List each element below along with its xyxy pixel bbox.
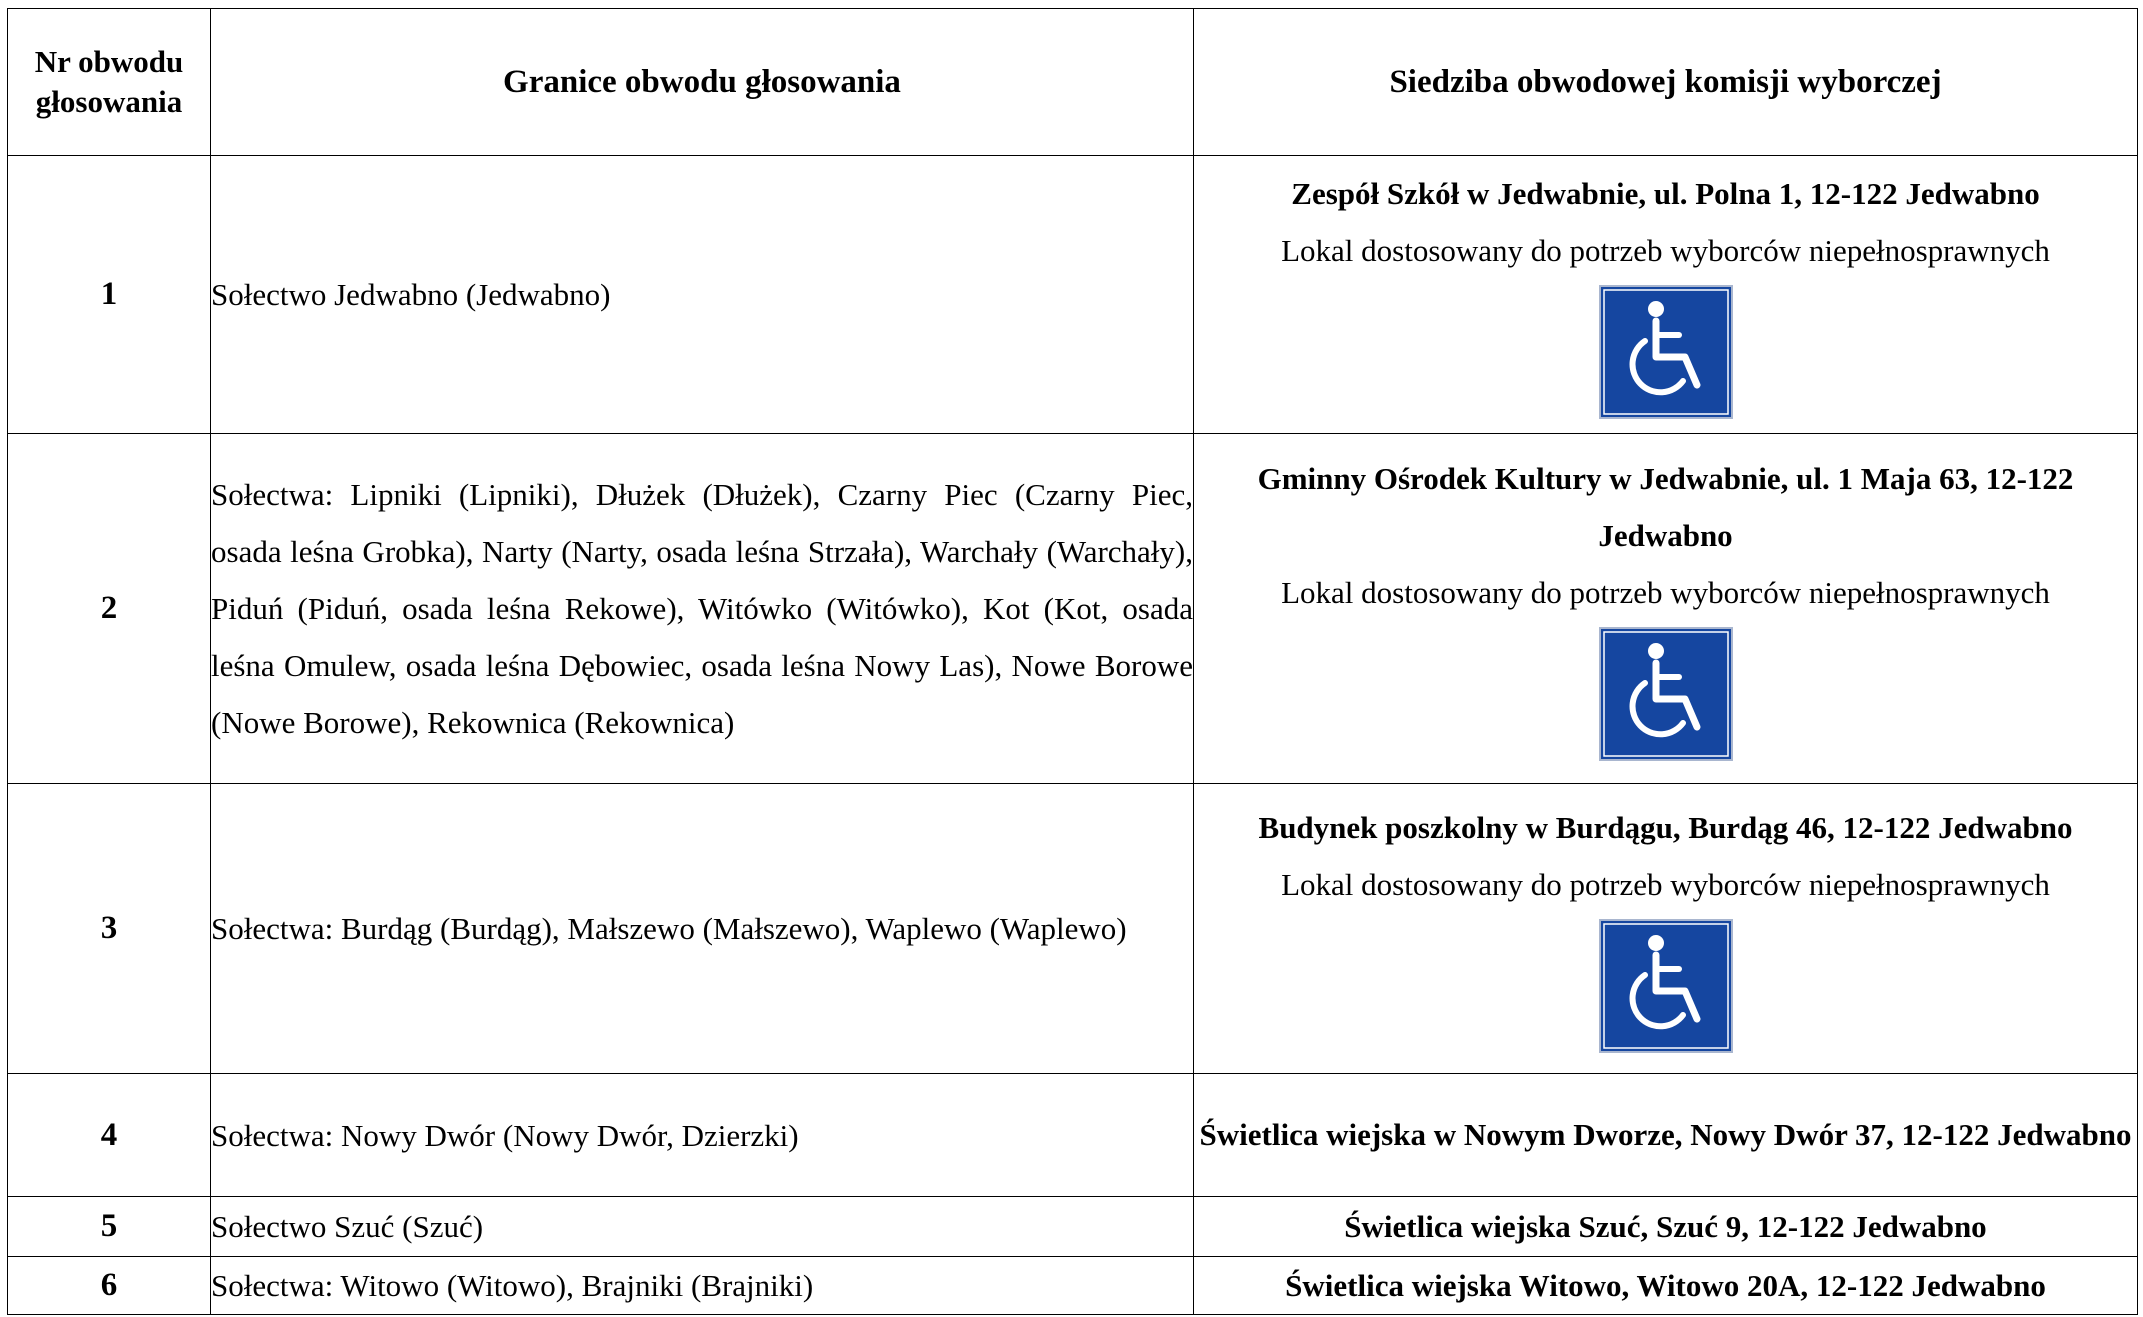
district-number: 1 [8, 156, 211, 434]
district-number: 3 [8, 784, 211, 1074]
district-boundaries: Sołectwa: Nowy Dwór (Nowy Dwór, Dzierzki) [211, 1074, 1194, 1197]
table-row [8, 434, 2138, 784]
table-row [8, 1074, 2138, 1197]
wheelchair-icon [1599, 285, 1733, 419]
commission-seat-cell [1194, 156, 2138, 434]
table-row [8, 1257, 2138, 1315]
header-commission-seat: Siedziba obwodowej komisji wyborczej [1194, 9, 2138, 156]
commission-seat-address: Świetlica wiejska Szuć, Szuć 9, 12-122 Jedwabno [1344, 1208, 1987, 1244]
commission-seat-cell [1194, 434, 2138, 784]
wheelchair-icon [1599, 919, 1733, 1053]
header-district-number: Nr obwodu głosowania [8, 9, 211, 156]
commission-seat-cell [1194, 1257, 2138, 1315]
commission-seat-address: Gminny Ośrodek Kultury w Jedwabnie, ul. 1 Maja 63, 12-122 Jedwabno [1257, 461, 2074, 553]
district-boundaries: Sołectwo Jedwabno (Jedwabno) [211, 156, 1194, 434]
polling-districts-table [7, 8, 2138, 1315]
commission-seat-cell [1194, 784, 2138, 1074]
district-number: 4 [8, 1074, 211, 1197]
table-row [8, 156, 2138, 434]
district-boundaries: Sołectwa: Lipniki (Lipniki), Dłużek (Dłużek), Czarny Piec (Czarny Piec, osada leśna Grobka), Narty (Narty, osada leśna Strzała), Warchały (Warchały), Piduń (Piduń, osada leśna Rekowe), Witówko (Witówko), Kot (Kot, osada leśna Omulew, osada leśna Dębowiec, osada leśna Nowy Las), Nowe Borowe (Nowe Borowe), Rekownica (Rekownica) [211, 434, 1194, 784]
table-row [8, 784, 2138, 1074]
district-number: 6 [8, 1257, 211, 1315]
commission-seat-cell [1194, 1197, 2138, 1257]
district-boundaries: Sołectwo Szuć (Szuć) [211, 1197, 1194, 1257]
commission-seat-cell [1194, 1074, 2138, 1197]
district-boundaries: Sołectwa: Witowo (Witowo), Brajniki (Brajniki) [211, 1257, 1194, 1315]
commission-seat-address: Świetlica wiejska Witowo, Witowo 20A, 12-122 Jedwabno [1285, 1267, 2046, 1303]
commission-seat-address: Zespół Szkół w Jedwabnie, ul. Polna 1, 12-122 Jedwabno [1291, 175, 2040, 211]
table-row [8, 1197, 2138, 1257]
accessibility-note: Lokal dostosowany do potrzeb wyborców niepełnosprawnych [1281, 575, 2050, 610]
accessibility-note: Lokal dostosowany do potrzeb wyborców niepełnosprawnych [1281, 866, 2050, 902]
district-number: 2 [8, 434, 211, 784]
wheelchair-icon [1599, 627, 1733, 761]
table-header-row [8, 9, 2138, 156]
commission-seat-address: Budynek poszkolny w Burdągu, Burdąg 46, 12-122 Jedwabno [1258, 809, 2073, 845]
header-district-boundaries: Granice obwodu głosowania [211, 9, 1194, 156]
district-boundaries: Sołectwa: Burdąg (Burdąg), Małszewo (Małszewo), Waplewo (Waplewo) [211, 784, 1194, 1074]
district-number: 5 [8, 1197, 211, 1257]
commission-seat-address: Świetlica wiejska w Nowym Dworze, Nowy Dwór 37, 12-122 Jedwabno [1199, 1117, 2132, 1152]
accessibility-note: Lokal dostosowany do potrzeb wyborców niepełnosprawnych [1281, 232, 2050, 268]
